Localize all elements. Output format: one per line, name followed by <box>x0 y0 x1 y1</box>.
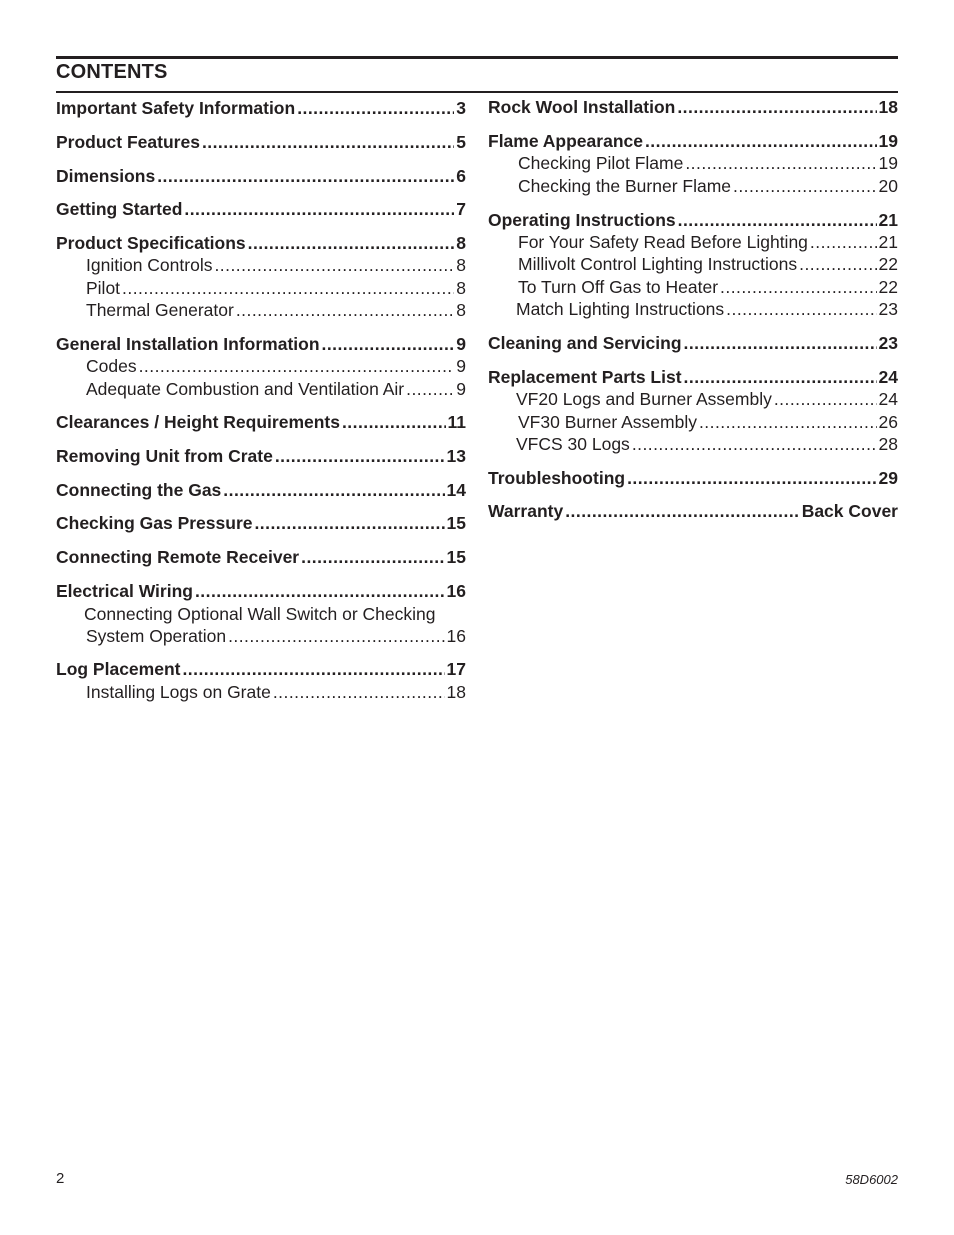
dot-leader <box>342 411 446 433</box>
toc-entry-label: Electrical Wiring <box>56 581 193 601</box>
toc-entry-label: Warranty <box>488 501 564 521</box>
toc-entry[interactable] <box>56 299 466 321</box>
toc-entry-page: 28 <box>878 434 898 454</box>
toc-entry[interactable] <box>488 130 898 152</box>
dot-leader <box>699 411 877 433</box>
toc-entry-label-wrapped[interactable]: Connecting Optional Wall Switch or Checking <box>84 604 436 624</box>
page-number: 2 <box>56 1170 65 1187</box>
toc-entry-label: Important Safety Information <box>56 98 296 118</box>
toc-entry-page: 16 <box>446 626 466 646</box>
toc-entry-label: Connecting Remote Receiver <box>56 547 300 567</box>
toc-entry[interactable] <box>488 276 898 298</box>
dot-leader <box>406 378 454 400</box>
document-code: 58D6002 <box>845 1172 898 1187</box>
toc-entry[interactable] <box>56 277 466 299</box>
toc-entry-label: System Operation <box>86 626 227 646</box>
dot-leader <box>685 152 876 174</box>
toc-entry-label: Cleaning and Servicing <box>488 333 682 353</box>
page-title: CONTENTS <box>56 61 168 83</box>
toc-entry-label: Adequate Combustion and Ventilation Air <box>86 379 405 399</box>
toc-entry-page: 7 <box>456 199 466 219</box>
toc-entry[interactable] <box>56 625 466 647</box>
toc-entry[interactable] <box>488 253 898 275</box>
toc-entry-page: 8 <box>456 255 466 275</box>
toc-entry-label: Log Placement <box>56 659 181 679</box>
dot-leader <box>182 658 444 680</box>
toc-entry-page: Back Cover <box>801 501 898 521</box>
toc-entry-label: Checking Pilot Flame <box>518 153 684 173</box>
toc-entry-page: 17 <box>446 659 466 679</box>
toc-entry[interactable] <box>56 411 466 433</box>
toc-entry-page: 15 <box>446 513 466 533</box>
toc-entry-page: 8 <box>456 233 466 253</box>
dot-leader <box>799 253 876 275</box>
toc-entry-page: 13 <box>446 446 466 466</box>
toc-entry-page: 3 <box>456 98 466 118</box>
toc-entry[interactable] <box>488 298 898 320</box>
toc-entry-page: 18 <box>878 97 898 117</box>
toc-entry-label: Rock Wool Installation <box>488 97 676 117</box>
dot-leader <box>223 479 444 501</box>
toc-entry[interactable] <box>56 681 466 703</box>
toc-entry[interactable] <box>56 254 466 276</box>
toc-entry-label: Millivolt Control Lighting Instructions <box>518 254 798 274</box>
toc-entry[interactable] <box>488 433 898 455</box>
toc-entry[interactable] <box>488 209 898 231</box>
toc-entry-page: 9 <box>456 379 466 399</box>
toc-entry-label: Codes <box>86 356 137 376</box>
toc-entry-label: VFCS 30 Logs <box>516 434 630 454</box>
dot-leader <box>139 355 455 377</box>
toc-entry[interactable] <box>56 445 466 467</box>
toc-entry-page: 9 <box>456 356 466 376</box>
toc-entry[interactable] <box>56 333 466 355</box>
dot-leader <box>122 277 454 299</box>
toc-entry-label: Product Specifications <box>56 233 246 253</box>
dot-leader <box>184 198 454 220</box>
toc-entry-page: 11 <box>447 412 466 432</box>
toc-entry[interactable] <box>488 467 898 489</box>
toc-entry[interactable] <box>56 198 466 220</box>
toc-entry-label: Connecting the Gas <box>56 480 222 500</box>
dot-leader <box>322 333 455 355</box>
toc-entry[interactable] <box>56 658 466 680</box>
dot-leader <box>275 445 445 467</box>
dot-leader <box>236 299 454 321</box>
toc-entry-page: 22 <box>878 254 898 274</box>
toc-entry[interactable] <box>488 500 898 522</box>
dot-leader <box>254 512 444 534</box>
dot-leader <box>774 388 877 410</box>
toc-entry-page: 6 <box>456 166 466 186</box>
dot-leader <box>565 500 799 522</box>
toc-entry[interactable] <box>488 96 898 118</box>
toc-entry[interactable] <box>488 411 898 433</box>
dot-leader <box>684 366 877 388</box>
toc-entry-page: 14 <box>446 480 466 500</box>
toc-entry[interactable] <box>56 512 466 534</box>
toc-entry-label: Checking the Burner Flame <box>518 176 732 196</box>
toc-entry-page: 21 <box>878 210 898 230</box>
toc-entry-label: Product Features <box>56 132 200 152</box>
dot-leader <box>195 580 445 602</box>
dot-leader <box>273 681 445 703</box>
toc-entry-label: Thermal Generator <box>86 300 234 320</box>
dot-leader <box>228 625 444 647</box>
toc-entry-page: 19 <box>878 153 898 173</box>
toc-entry[interactable] <box>488 332 898 354</box>
dot-leader <box>202 131 454 153</box>
dot-leader <box>214 254 454 276</box>
toc-entry-page: 8 <box>456 300 466 320</box>
dot-leader <box>627 467 876 489</box>
toc-entry-page: 8 <box>456 278 466 298</box>
dot-leader <box>720 276 876 298</box>
toc-entry-page: 18 <box>446 682 466 702</box>
toc-entry[interactable] <box>488 231 898 253</box>
toc-entry-page: 20 <box>878 176 898 196</box>
toc-entry-page: 23 <box>878 333 898 353</box>
toc-entry-label: VF30 Burner Assembly <box>518 412 697 432</box>
toc-entry[interactable] <box>488 388 898 410</box>
toc-entry-label: Getting Started <box>56 199 183 219</box>
toc-entry[interactable] <box>488 152 898 174</box>
dot-leader <box>301 546 444 568</box>
dot-leader <box>684 332 877 354</box>
dot-leader <box>645 130 877 152</box>
toc-entry[interactable] <box>488 175 898 197</box>
toc-entry-page: 23 <box>878 299 898 319</box>
toc-entry-label: To Turn Off Gas to Heater <box>518 277 719 297</box>
dot-leader <box>677 96 876 118</box>
toc-entry-label: Removing Unit from Crate <box>56 446 273 466</box>
toc-entry-page: 21 <box>878 232 898 252</box>
toc-entry[interactable] <box>56 232 466 254</box>
toc-entry-page: 29 <box>878 468 898 488</box>
toc-entry-page: 15 <box>446 547 466 567</box>
toc-entry-label: VF20 Logs and Burner Assembly <box>516 389 772 409</box>
toc-entry-label: Installing Logs on Grate <box>86 682 271 702</box>
toc-entry-label: Dimensions <box>56 166 156 186</box>
toc-entry[interactable] <box>56 355 466 377</box>
toc-entry-page: 9 <box>456 334 466 354</box>
toc-entry-page: 24 <box>878 367 898 387</box>
dot-leader <box>678 209 877 231</box>
dot-leader <box>157 165 454 187</box>
toc-entry-label: Replacement Parts List <box>488 367 682 387</box>
dot-leader <box>632 433 877 455</box>
toc-entry-label: For Your Safety Read Before Lighting <box>518 232 808 252</box>
toc-entry-page: 19 <box>878 131 898 151</box>
toc-entry-page: 5 <box>456 132 466 152</box>
toc-entry[interactable] <box>56 580 466 602</box>
toc-entry-page: 16 <box>446 581 466 601</box>
toc-entry[interactable] <box>56 165 466 187</box>
dot-leader <box>297 97 454 119</box>
toc-entry-label: Troubleshooting <box>488 468 626 488</box>
toc-entry-label: General Installation Information <box>56 334 320 354</box>
toc-entry[interactable] <box>56 546 466 568</box>
dot-leader <box>733 175 877 197</box>
toc-entry-label: Pilot <box>86 278 121 298</box>
toc-entry-label: Checking Gas Pressure <box>56 513 253 533</box>
toc-entry-page: 24 <box>878 389 898 409</box>
toc-entry-label: Clearances / Height Requirements <box>56 412 340 432</box>
title-rule <box>56 91 898 93</box>
top-rule <box>56 56 898 59</box>
toc-entry[interactable] <box>56 479 466 501</box>
toc-entry[interactable] <box>56 97 466 119</box>
toc-entry-label: Ignition Controls <box>86 255 213 275</box>
toc-entry-label: Match Lighting Instructions <box>516 299 725 319</box>
toc-entry[interactable] <box>56 131 466 153</box>
toc-entry-page: 26 <box>878 412 898 432</box>
toc-entry-label: Operating Instructions <box>488 210 676 230</box>
dot-leader <box>810 231 877 253</box>
dot-leader <box>248 232 455 254</box>
toc-entry-page: 22 <box>878 277 898 297</box>
toc-entry[interactable] <box>488 366 898 388</box>
dot-leader <box>726 298 876 320</box>
toc-entry-label: Flame Appearance <box>488 131 643 151</box>
toc-entry[interactable] <box>56 378 466 400</box>
